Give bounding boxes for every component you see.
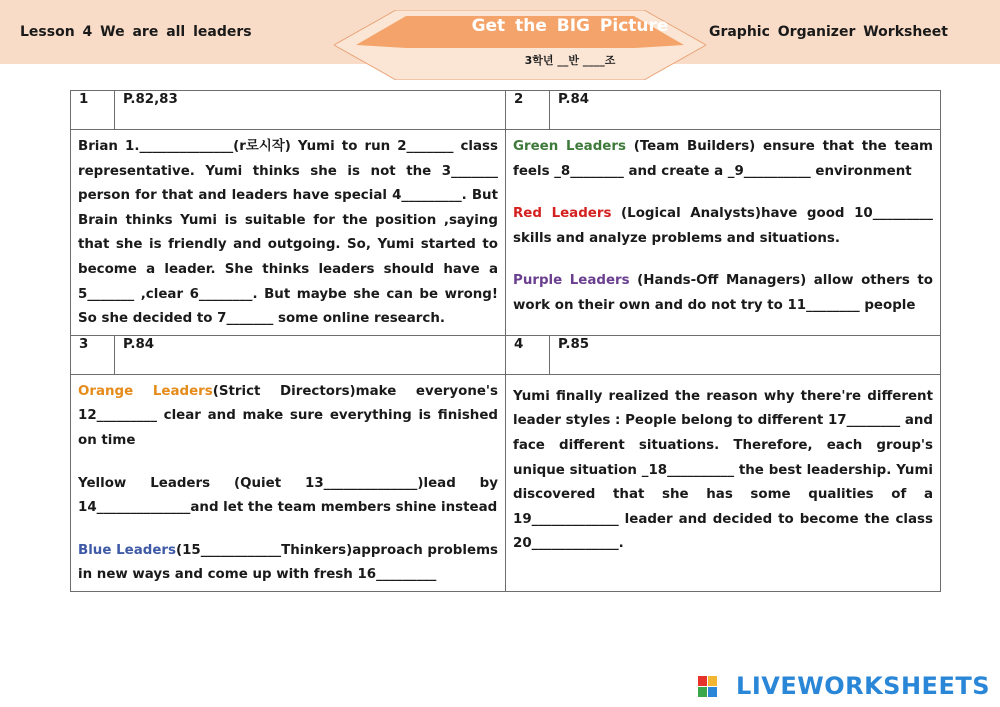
cell-1-text: Brian 1.______________(r로시작) Yumi to run 2_______ class representative. Yumi thinks she is not the 3_______ person for that and leaders have special 4_________. But Brain thinks Yumi is suitable for the position ,saying that she is friendly and outgoing. So, Yumi started to become a leader. She thinks leaders should have a 5_______ ,clear 6________. But maybe she can be wrong! So she decided to 7_______ some online research. <box>78 139 498 327</box>
liveworksheets-logo[interactable]: LIVEWORKSHEETS <box>736 672 990 700</box>
orange-leaders-text: (Strict Directors)make everyone's 12_________ clear and make sure everything is finished on time <box>78 383 499 448</box>
cell-4-number: 4 <box>506 335 550 374</box>
cell-2-page: P.84 <box>550 91 941 130</box>
cell-2-number: 2 <box>506 91 550 130</box>
orange-leaders-label: Orange Leaders <box>78 383 213 399</box>
red-leaders-text: (Logical Analysts)have good 10_________ skills and analyze problems and situations. <box>513 206 933 246</box>
green-leaders-label: Green Leaders <box>513 139 626 154</box>
class-group-line: 3학년 __반 ____조 <box>524 54 616 67</box>
organizer-table <box>70 90 941 592</box>
worksheet-type: Graphic Organizer Worksheet <box>708 24 948 40</box>
liveworksheets-logo-icon <box>698 676 718 698</box>
cell-4-page: P.85 <box>550 335 941 374</box>
cell-3-number: 3 <box>71 335 115 374</box>
green-leaders-text: (Team Builders) ensure that the team feels _8________ and create a _9__________ environment <box>513 139 933 179</box>
cell-1-body <box>71 130 506 336</box>
cell-2-body <box>506 130 941 336</box>
blue-leaders-text: (15____________Thinkers)approach problems in new ways and come up with fresh 16_________ <box>78 542 498 583</box>
cell-3-page: P.84 <box>115 335 506 374</box>
cell-1-number: 1 <box>71 91 115 130</box>
purple-leaders-text: (Hands-Off Managers) allow others to work on their own and do not try to 11________ people <box>513 273 933 313</box>
cell-3-body <box>71 374 506 591</box>
lesson-title: Lesson 4 We are all leaders <box>20 24 252 40</box>
cell-4-body <box>506 374 941 591</box>
blue-leaders-label: Blue Leaders <box>78 542 176 558</box>
yellow-leaders-text: Yellow Leaders (Quiet 13______________)lead by 14______________and let the team members shine instead <box>78 475 498 516</box>
cell-4-text-2: Yumi discovered that she has some qualities of a 19_____________ leader and decided to become the class 20_____________. <box>513 462 933 552</box>
cell-4-text-1: Yumi finally realized the reason why there're different leader styles : People belong to different 17________ and face different situations. Therefore, each group's unique situation _18__________ the best leadership. <box>513 388 933 478</box>
purple-leaders-label: Purple Leaders <box>513 273 630 289</box>
big-picture-title: Get the BIG Picture <box>471 16 669 36</box>
cell-1-page: P.82,83 <box>115 91 506 130</box>
red-leaders-label: Red Leaders <box>513 206 612 222</box>
